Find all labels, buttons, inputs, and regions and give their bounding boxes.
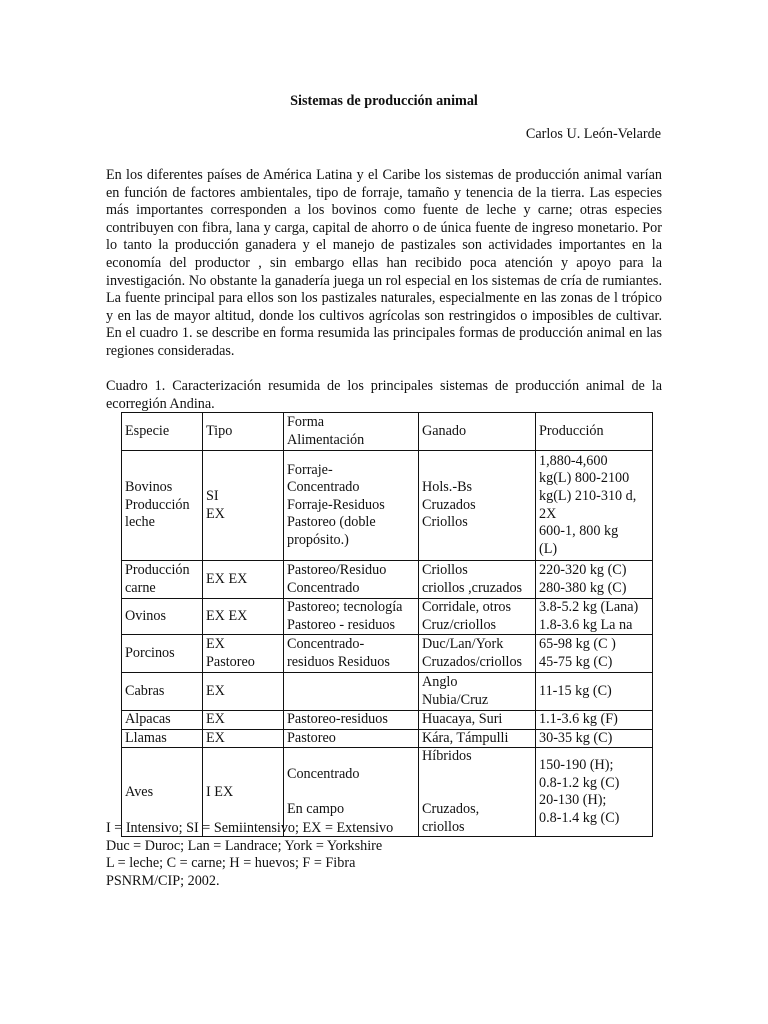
table-row [122, 451, 653, 561]
cell-ganado: Huacaya, Suri [419, 711, 536, 730]
cell-ganado: Criollos criollos ,cruzados [419, 561, 536, 599]
cell-produccion: 150-190 (H); 0.8-1.2 kg (C) 20-130 (H); 0.8-1.4 kg (C) [536, 748, 653, 837]
cell-ganado: Kára, Támpulli [419, 729, 536, 748]
table-row [122, 711, 653, 730]
cell-forma: Concentrado- residuos Residuos [284, 635, 419, 673]
cell-produccion: 30-35 kg (C) [536, 729, 653, 748]
header-ganado: Ganado [419, 413, 536, 451]
table-row [122, 561, 653, 599]
cell-especie: Aves [122, 748, 203, 837]
header-produccion: Producción [536, 413, 653, 451]
note-abbreviations-type: I = Intensivo; SI = Semiintensivo; EX = Extensivo [106, 820, 394, 836]
cell-produccion: 65-98 kg (C ) 45-75 kg (C) [536, 635, 653, 673]
table-row [122, 599, 653, 635]
cell-tipo: EX Pastoreo [203, 635, 284, 673]
cell-especie: Porcinos [122, 635, 203, 673]
cell-especie: Cabras [122, 673, 203, 711]
header-especie: Especie [122, 413, 203, 451]
cell-forma: Pastoreo/Residuo Concentrado [284, 561, 419, 599]
author-name: Carlos U. León-Velarde [525, 126, 661, 142]
cell-especie: Ovinos [122, 599, 203, 635]
document-title: Sistemas de producción animal [290, 93, 478, 109]
table-row [122, 635, 653, 673]
note-source: PSNRM/CIP; 2002. [106, 872, 220, 889]
cell-forma: Pastoreo; tecnología Pastoreo - residuos [284, 599, 419, 635]
cell-forma: Forraje- Concentrado Forraje-Residuos Pastoreo (doble propósito.) [284, 451, 419, 561]
cell-ganado: Duc/Lan/York Cruzados/criollos [419, 635, 536, 673]
cell-tipo: EX EX [203, 599, 284, 635]
cell-tipo: I EX [203, 748, 284, 837]
cell-ganado: Anglo Nubia/Cruz [419, 673, 536, 711]
cell-tipo: EX EX [203, 561, 284, 599]
table-row [122, 673, 653, 711]
cell-forma: Pastoreo-residuos [284, 711, 419, 730]
table-caption: Cuadro 1. Caracterización resumida de los principales sistemas de producción animal de la ecorregión Andina. [106, 378, 662, 412]
cell-especie: Llamas [122, 729, 203, 748]
cell-tipo: SI EX [203, 451, 284, 561]
cell-produccion: 1.1-3.6 kg (F) [536, 711, 653, 730]
header-tipo: Tipo [203, 413, 284, 451]
note-abbreviations-products: L = leche; C = carne; H = huevos; F = Fibra [106, 855, 356, 872]
cell-especie: Bovinos Producción leche [122, 451, 203, 561]
cell-produccion: 11-15 kg (C) [536, 673, 653, 711]
table-row [122, 729, 653, 748]
cell-ganado: Híbridos Cruzados, criollos [419, 748, 536, 837]
header-forma-alimentacion: Forma Alimentación [284, 413, 419, 451]
cell-produccion: 220-320 kg (C) 280-380 kg (C) [536, 561, 653, 599]
cell-ganado: Corridale, otros Cruz/criollos [419, 599, 536, 635]
cell-produccion: 1,880-4,600 kg(L) 800-2100 kg(L) 210-310 d, 2X 600-1, 800 kg (L) [536, 451, 653, 561]
cell-tipo: EX [203, 711, 284, 730]
intro-paragraph: En los diferentes países de América Latina y el Caribe los sistemas de producción animal varían en función de factores ambientales, tipo de forraje, tamaño y tenencia de la tierra. Las especies más importantes corresponden a los bovinos como fuente de leche y carne; otras especies contribuyen con fibra, lana y carga, capital de ahorro o de única fuente de ingreso monetario. Por lo tanto la producción ganadera y el manejo de pastizales son actividades importantes en la economía del productor , sin embargo ellas han recibido poca atención y apoyo para la investigación. No obstante la ganadería juega un rol especial en los sistemas de cría de rumiantes. La fuente principal para ellos son los pastizales naturales, especialmente en las zonas de l trópico y en las de mayor altitud, donde los cultivos agrícolas son restringidos o imposibles de cultivar. En el cuadro 1. se describe en forma resumida las principales formas de producción animal en las regiones consideradas. [106, 167, 662, 359]
table-notes [106, 820, 666, 890]
cell-especie: Producción carne [122, 561, 203, 599]
cell-forma: Concentrado En campo [284, 748, 419, 837]
cell-ganado: Hols.-Bs Cruzados Criollos [419, 451, 536, 561]
production-systems-table [121, 412, 653, 837]
note-abbreviations-breeds: Duc = Duroc; Lan = Landrace; York = Yorkshire [106, 837, 383, 854]
cell-tipo: EX [203, 673, 284, 711]
cell-forma [284, 673, 419, 711]
cell-especie: Alpacas [122, 711, 203, 730]
table-header-row [122, 413, 653, 451]
cell-produccion: 3.8-5.2 kg (Lana) 1.8-3.6 kg La na [536, 599, 653, 635]
cell-tipo: EX [203, 729, 284, 748]
cell-forma: Pastoreo [284, 729, 419, 748]
